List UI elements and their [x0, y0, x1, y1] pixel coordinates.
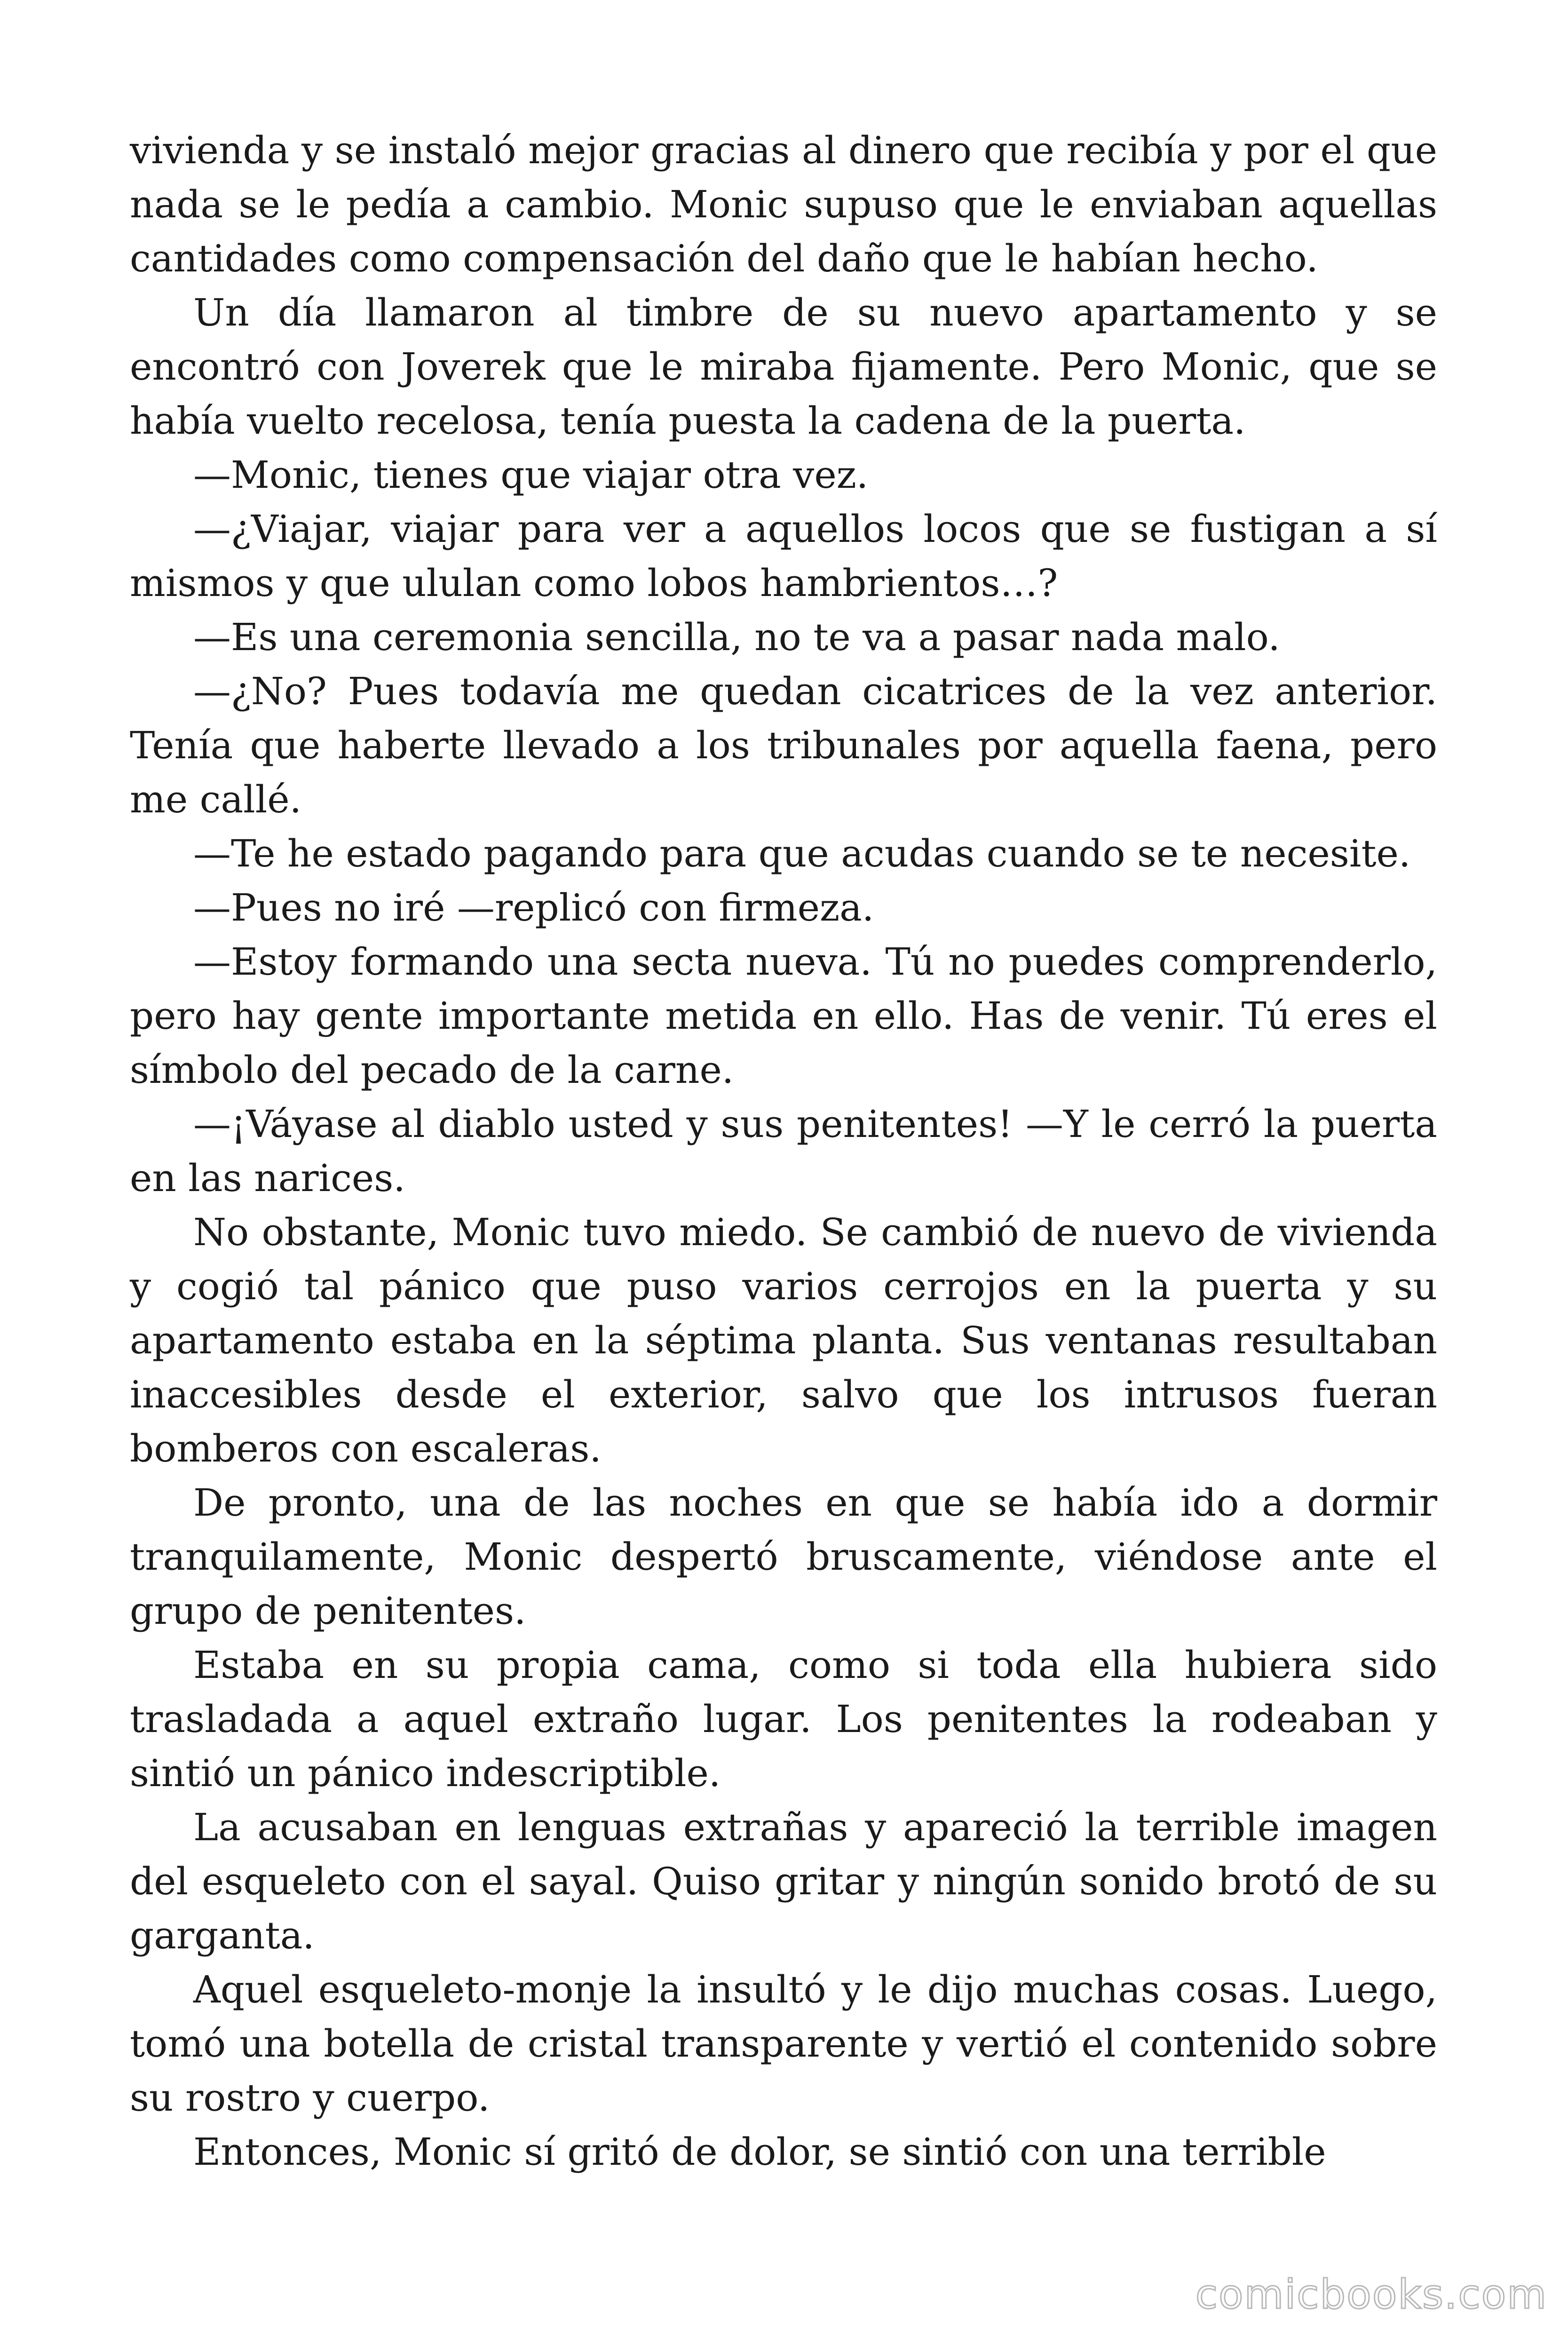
paragraph-2: Un día llamaron al timbre de su nuevo apartamento y se encontró con Joverek que le miraba fijamente. Pero Monic, que se había vuelto recelosa, tenía puesta la cadena de la puerta. [130, 291, 1437, 443]
paragraph-12: De pronto, una de las noches en que se había ido a dormir tranquilamente, Monic despertó bruscamente, viéndose ante el grupo de penitentes. [130, 1481, 1437, 1633]
paragraph-1: vivienda y se instaló mejor gracias al dinero que recibía y por el que nada se le pedía a cambio. Monic supuso que le enviaban aquellas cantidades como compensación del daño que le habían hecho. [130, 128, 1437, 280]
watermark: comicbooks.com [1195, 2271, 1547, 2318]
paragraph-13: Estaba en su propia cama, como si toda ella hubiera sido trasladada a aquel extraño lugar. Los penitentes la rodeaban y sintió un pánico indescriptible. [130, 1643, 1437, 1795]
paragraph-10: —¡Váyase al diablo usted y sus penitentes! —Y le cerró la puerta en las narices. [130, 1102, 1437, 1200]
paragraph-14: La acusaban en lenguas extrañas y apareció la terrible imagen del esqueleto con el sayal. Quiso gritar y ningún sonido brotó de su garganta. [130, 1805, 1437, 1957]
paragraph-6: —¿No? Pues todavía me quedan cicatrices de la vez anterior. Tenía que haberte llevado a los tribunales por aquella faena, pero me callé. [130, 669, 1437, 821]
paragraph-5: —Es una ceremonia sencilla, no te va a pasar nada malo. [193, 615, 1280, 659]
paragraph-9: —Estoy formando una secta nueva. Tú no puedes comprenderlo, pero hay gente importante metida en ello. Has de venir. Tú eres el símbolo del pecado de la carne. [130, 940, 1437, 1092]
paragraph-11: No obstante, Monic tuvo miedo. Se cambió de nuevo de vivienda y cogió tal pánico que puso varios cerrojos en la puerta y su apartamento estaba en la séptima planta. Sus ventanas resultaban inaccesibles desde el exterior, salvo que los intrusos fueran bomberos con escaleras. [130, 1210, 1437, 1470]
paragraph-16: Entonces, Monic sí gritó de dolor, se sintió con una terrible [193, 2130, 1326, 2174]
paragraph-4: —¿Viajar, viajar para ver a aquellos locos que se fustigan a sí mismos y que ululan como lobos hambrientos…? [130, 507, 1437, 605]
paragraph-7: —Te he estado pagando para que acudas cuando se te necesite. [193, 832, 1411, 875]
paragraph-15: Aquel esqueleto-monje la insultó y le dijo muchas cosas. Luego, tomó una botella de cristal transparente y vertió el contenido sobre su rostro y cuerpo. [130, 1968, 1437, 2120]
paragraph-3: —Monic, tienes que viajar otra vez. [193, 453, 869, 497]
page-body [130, 123, 1437, 2179]
paragraph-8: —Pues no iré —replicó con firmeza. [193, 886, 874, 930]
